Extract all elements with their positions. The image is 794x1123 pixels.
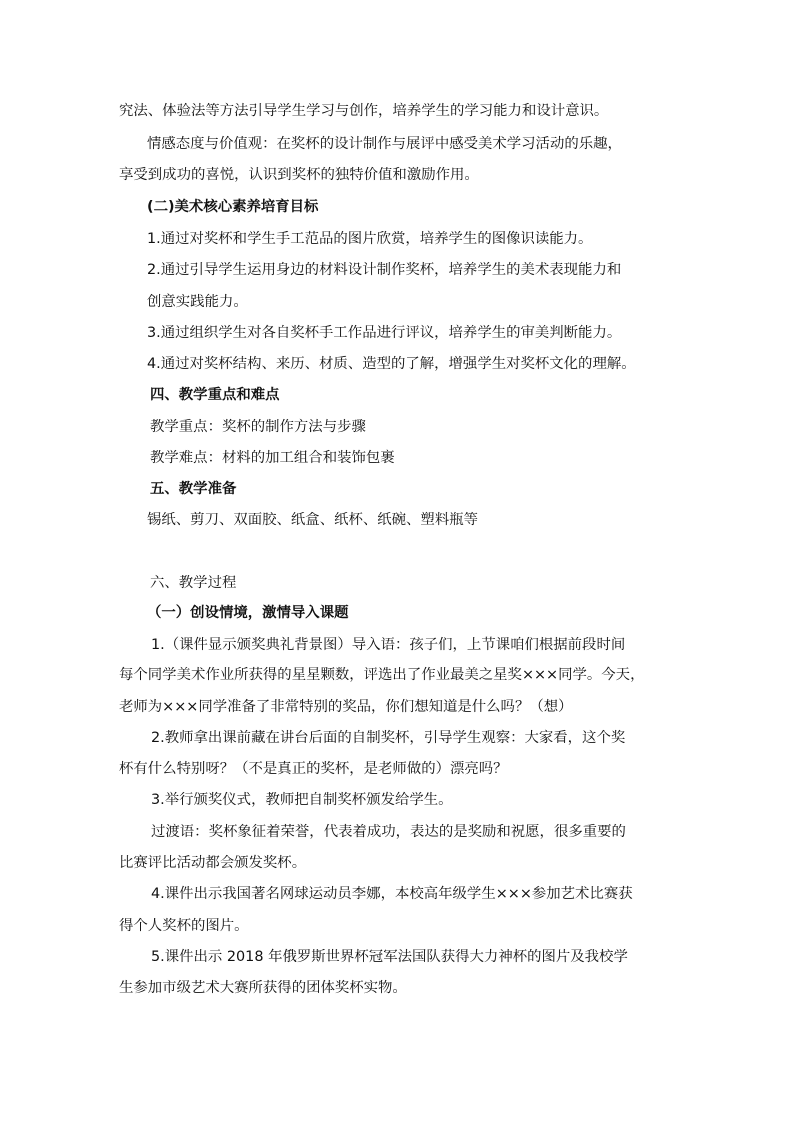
subsection-heading: （一）创设情境，激情导入课题 <box>147 605 349 621</box>
text-line: 5.课件出示 2018 年俄罗斯世界杯冠军法国队获得大力神杯的图片及我校学 <box>151 949 628 965</box>
text-line: 享受到成功的喜悦，认识到奖杯的独特价值和激励作用。 <box>119 167 479 183</box>
text-line: 得个人奖杯的图片。 <box>119 918 249 934</box>
text-line: 比赛评比活动都会颁发奖杯。 <box>119 855 307 871</box>
text-line: 杯有什么特别呀？（不是真正的奖杯，是老师做的）漂亮吗？ <box>119 761 508 777</box>
text-line: 1.（课件显示颁奖典礼背景图）导入语：孩子们，上节课咱们根据前段时间 <box>151 637 626 653</box>
text-line: 3.举行颁奖仪式，教师把自制奖杯颁发给学生。 <box>151 792 453 808</box>
text-line: 每个同学美术作业所获得的星星颗数，评选出了作业最美之星奖×××同学。今天， <box>119 667 645 683</box>
text-line: 老师为×××同学准备了非常特别的奖品，你们想知道是什么吗？（想） <box>119 699 573 715</box>
text-line: 教学重点：奖杯的制作方法与步骤 <box>150 419 366 435</box>
text-line: 1.通过对奖杯和学生手工范品的图片欣赏，培养学生的图像识读能力。 <box>147 231 593 247</box>
text-line: 情感态度与价值观：在奖杯的设计制作与展评中感受美术学习活动的乐趣， <box>147 136 622 152</box>
section-heading: 四、教学重点和难点 <box>150 387 280 403</box>
section-heading: (二)美术核心素养培育目标 <box>147 199 319 215</box>
text-line: 3.通过组织学生对各自奖杯手工作品进行评议，培养学生的审美判断能力。 <box>147 325 622 341</box>
section-heading: 六、教学过程 <box>150 575 237 591</box>
text-line: 教学难点：材料的加工组合和装饰包裹 <box>150 450 395 466</box>
text-line: 生参加市级艺术大赛所获得的团体奖杯实物。 <box>119 980 407 996</box>
text-line: 4.通过对奖杯结构、来历、材质、造型的了解，增强学生对奖杯文化的理解。 <box>147 356 636 372</box>
text-line: 2.通过引导学生运用身边的材料设计制作奖杯，培养学生的美术表现能力和 <box>147 262 622 278</box>
text-line: 过渡语：奖杯象征着荣誉，代表着成功，表达的是奖励和祝愿，很多重要的 <box>151 824 626 840</box>
text-line: 锡纸、剪刀、双面胶、纸盒、纸杯、纸碗、塑料瓶等 <box>147 512 478 528</box>
section-heading: 五、教学准备 <box>150 481 237 497</box>
text-line: 4.课件出示我国著名网球运动员李娜，本校高年级学生×××参加艺术比赛获 <box>151 886 633 902</box>
text-line: 创意实践能力。 <box>147 294 248 310</box>
text-line: 2.教师拿出课前藏在讲台后面的自制奖杯，引导学生观察：大家看，这个奖 <box>151 730 626 746</box>
text-line: 究法、体验法等方法引导学生学习与创作，培养学生的学习能力和设计意识。 <box>119 103 609 119</box>
